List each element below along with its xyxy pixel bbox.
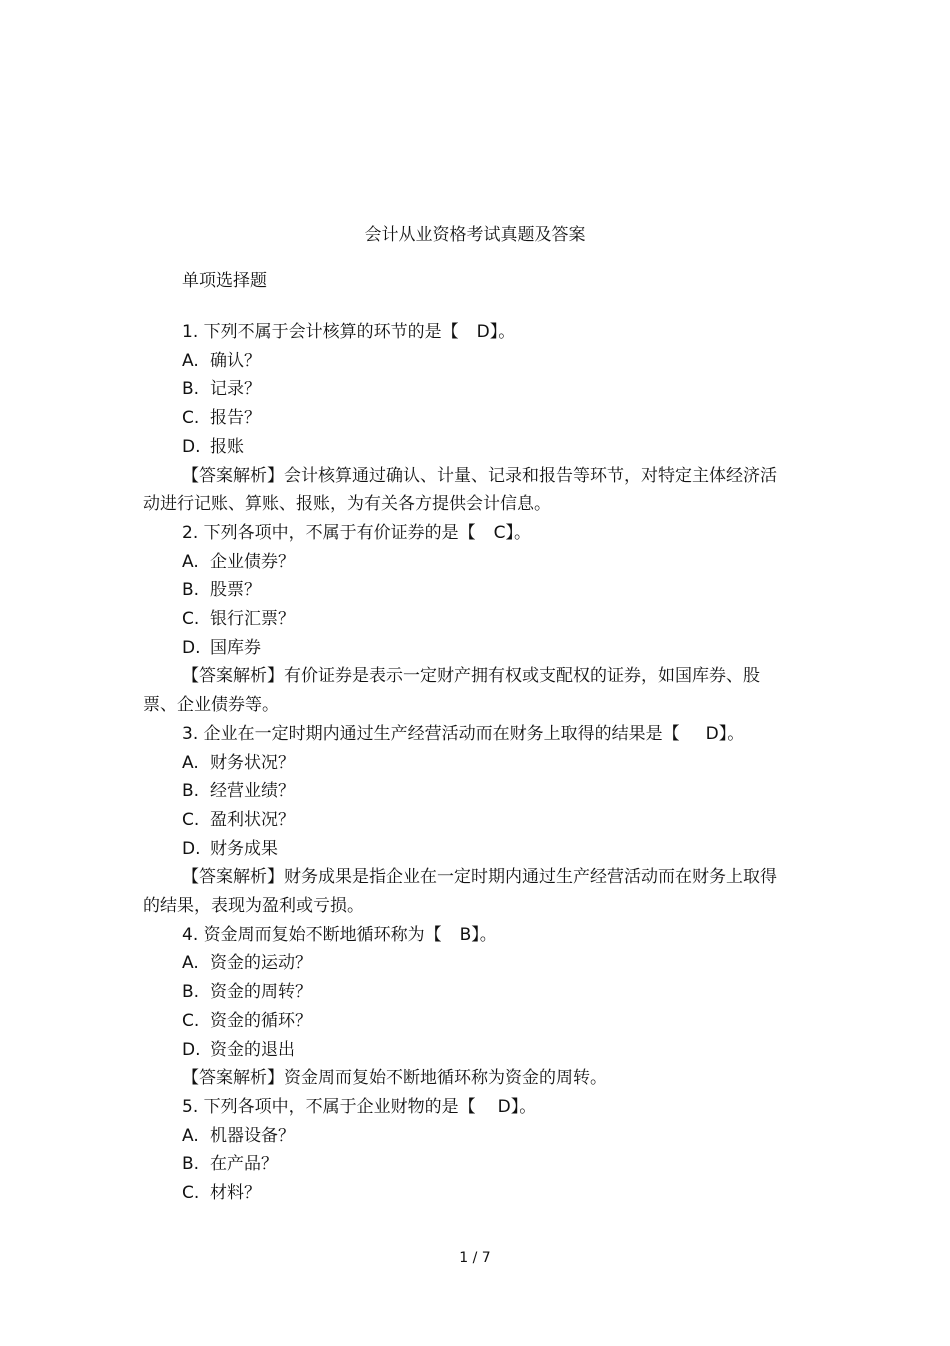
page-title: 会计从业资格考试真题及答案 — [364, 225, 586, 245]
question-number: 5. — [182, 1096, 199, 1117]
option-text: 报账 — [210, 436, 244, 457]
option-letter: A. — [182, 752, 199, 773]
option-letter: C. — [182, 408, 200, 429]
explanation-text: 有价证券是表示一定财产拥有权或支配权的证券，如国库券、股票、企业债券等。 — [143, 666, 760, 716]
option-item — [143, 433, 793, 462]
explanation-label: 【答案解析】 — [182, 1068, 284, 1089]
option-item — [143, 749, 793, 778]
option-letter: D. — [182, 838, 201, 859]
page-number: 1 / 7 — [459, 1250, 491, 1266]
option-text: 确认？ — [210, 350, 261, 371]
question-stem — [143, 921, 793, 950]
option-letter: A. — [182, 953, 199, 974]
option-item — [143, 576, 793, 605]
question-text: 下列各项中，不属于企业财物的是【 — [203, 1096, 476, 1117]
option-letter: C. — [182, 1010, 200, 1031]
question-text: 下列各项中，不属于有价证券的是【 — [203, 522, 476, 543]
answer-explanation — [143, 1064, 793, 1093]
question-number: 4. — [182, 924, 199, 945]
question-answer: C】。 — [493, 522, 532, 543]
option-item — [143, 1122, 793, 1151]
answer-explanation — [143, 662, 793, 719]
option-letter: B. — [182, 982, 200, 1003]
explanation-text: 财务成果是指企业在一定时期内通过生产经营活动而在财务上取得的结果，表现为盈利或亏损。 — [143, 867, 777, 917]
option-text: 财务状况？ — [210, 752, 295, 773]
option-text: 报告？ — [210, 408, 261, 429]
option-item — [143, 375, 793, 404]
answer-explanation — [143, 462, 793, 519]
option-item — [143, 1179, 793, 1208]
option-text: 材料？ — [210, 1183, 261, 1204]
option-item — [143, 605, 793, 634]
question-number: 1. — [182, 322, 199, 342]
option-text: 股票？ — [210, 580, 261, 601]
explanation-text: 会计核算通过确认、计量、记录和报告等环节，对特定主体经济活动进行记账、算账、报账，为有关各方提供会计信息。 — [143, 465, 777, 515]
question-answer: D】。 — [497, 1096, 537, 1117]
option-item — [143, 347, 793, 376]
answer-explanation — [143, 863, 793, 920]
option-text: 国库券 — [210, 637, 261, 658]
explanation-label: 【答案解析】 — [182, 867, 284, 888]
option-text: 银行汇票？ — [210, 609, 295, 630]
question-stem — [143, 720, 793, 749]
option-letter: B. — [182, 781, 200, 802]
question-stem — [143, 1093, 793, 1122]
option-letter: A. — [182, 1125, 199, 1146]
option-text: 资金的循环？ — [210, 1010, 312, 1031]
option-item — [143, 835, 793, 864]
explanation-text: 资金周而复始不断地循环称为资金的周转。 — [284, 1068, 607, 1089]
question-stem — [143, 318, 793, 347]
option-text: 资金的退出 — [210, 1039, 295, 1060]
option-letter: D. — [182, 1039, 201, 1060]
option-text: 财务成果 — [210, 838, 278, 859]
option-item — [143, 978, 793, 1007]
question-number: 2. — [182, 522, 199, 543]
option-letter: B. — [182, 1154, 200, 1175]
question-answer: B】。 — [459, 924, 497, 945]
option-item — [143, 548, 793, 577]
option-text: 资金的周转？ — [210, 982, 312, 1003]
option-item — [143, 404, 793, 433]
option-text: 企业债券？ — [210, 551, 295, 572]
option-text: 记录？ — [210, 379, 261, 400]
option-item — [143, 634, 793, 663]
option-text: 机器设备？ — [210, 1125, 295, 1146]
explanation-label: 【答案解析】 — [182, 666, 284, 687]
option-item — [143, 1036, 793, 1065]
option-letter: D. — [182, 637, 201, 658]
option-item — [143, 1150, 793, 1179]
option-text: 资金的运动？ — [210, 953, 312, 974]
question-text: 企业在一定时期内通过生产经营活动而在财务上取得的结果是【 — [203, 723, 680, 744]
option-item — [143, 777, 793, 806]
option-letter: C. — [182, 1183, 200, 1204]
option-text: 经营业绩？ — [210, 781, 295, 802]
question-stem — [143, 519, 793, 548]
option-text: 在产品？ — [210, 1154, 278, 1175]
option-letter: B. — [182, 379, 200, 400]
question-text: 下列不属于会计核算的环节的是【 — [203, 322, 459, 342]
option-item — [143, 949, 793, 978]
option-letter: A. — [182, 551, 199, 572]
option-letter: B. — [182, 580, 200, 601]
question-list — [143, 318, 793, 1208]
option-letter: C. — [182, 809, 200, 830]
question-answer: D】。 — [476, 322, 516, 342]
option-letter: D. — [182, 436, 201, 457]
option-letter: A. — [182, 350, 199, 371]
question-text: 资金周而复始不断地循环称为【 — [203, 924, 442, 945]
question-answer: D】。 — [705, 723, 745, 744]
option-letter: C. — [182, 609, 200, 630]
section-heading: 单项选择题 — [182, 271, 267, 291]
option-text: 盈利状况？ — [210, 809, 295, 830]
explanation-label: 【答案解析】 — [182, 465, 284, 486]
option-item — [143, 806, 793, 835]
option-item — [143, 1007, 793, 1036]
question-number: 3. — [182, 723, 199, 744]
